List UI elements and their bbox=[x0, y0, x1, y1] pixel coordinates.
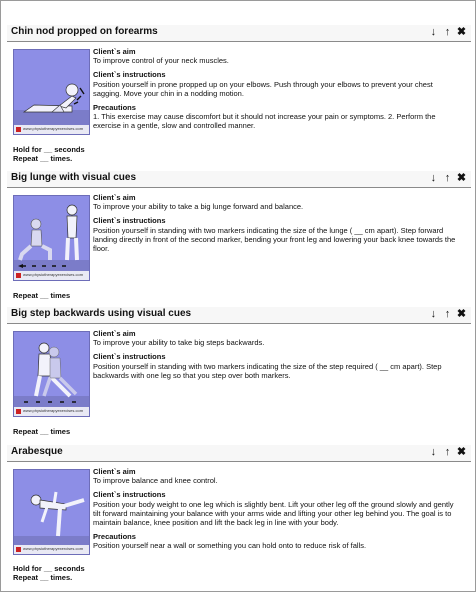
precautions-heading: Precautions bbox=[93, 103, 136, 113]
aim-text: To improve balance and knee control. bbox=[93, 476, 218, 486]
instructions-heading: Client`s instructions bbox=[93, 490, 166, 500]
exercise-details bbox=[93, 467, 461, 556]
exercise-header bbox=[7, 445, 471, 462]
image-footer bbox=[14, 545, 89, 554]
instructions-text: Position your body weight to one leg which is slightly bent. Lift your other leg off the ground slowly and gently tilt forward maintaining your balance with your arms wide and lifting your other leg behind you. The goal is to maintain balance, knee position and lift the back leg in line with your body. bbox=[93, 499, 454, 528]
exercise-controls bbox=[428, 25, 467, 38]
exercise-controls bbox=[428, 171, 467, 184]
step-backwards-figure bbox=[14, 332, 90, 417]
instructions-text: Position yourself in standing with two markers indicating the size of the step required ( __ cm apart). Step backwards with one leg so that you step over both markers. bbox=[93, 361, 442, 380]
aim-text: To improve your ability to take big steps backwards. bbox=[93, 338, 265, 348]
exercise-card-arabesque bbox=[7, 445, 471, 462]
instructions-heading: Client`s instructions bbox=[93, 70, 166, 80]
move-down-icon[interactable]: ↓ bbox=[430, 308, 437, 320]
remove-icon[interactable]: ✖ bbox=[456, 26, 467, 38]
repeat-instruction: Repeat __ times. bbox=[13, 573, 73, 582]
remove-icon[interactable]: ✖ bbox=[456, 446, 467, 458]
hold-instruction: Hold for __ seconds bbox=[13, 564, 85, 573]
exercise-details bbox=[93, 193, 461, 258]
move-down-icon[interactable]: ↓ bbox=[430, 446, 437, 458]
precautions-text: Position yourself near a wall or something you can hold onto to reduce risk of falls. bbox=[93, 541, 367, 551]
prone-chin-nod-figure bbox=[14, 50, 90, 135]
move-up-icon[interactable]: ↑ bbox=[444, 446, 451, 458]
exercise-details bbox=[93, 47, 461, 136]
precautions-heading: Precautions bbox=[93, 532, 136, 542]
watermark-text: www.physiotherapyexercises.com bbox=[23, 408, 84, 413]
move-up-icon[interactable]: ↑ bbox=[444, 26, 451, 38]
arabesque-figure bbox=[14, 470, 90, 555]
exercise-controls bbox=[428, 307, 467, 320]
image-footer bbox=[14, 271, 89, 280]
exercise-illustration bbox=[13, 49, 90, 135]
aim-heading: Client`s aim bbox=[93, 329, 136, 338]
exercise-header bbox=[7, 171, 471, 188]
aim-heading: Client`s aim bbox=[93, 193, 136, 202]
aim-heading: Client`s aim bbox=[93, 467, 136, 476]
exercise-header bbox=[7, 25, 471, 42]
exercise-title: Big step backwards using visual cues bbox=[11, 308, 192, 319]
repeat-instruction: Repeat __ times bbox=[13, 427, 71, 436]
exercise-details bbox=[93, 329, 461, 385]
instructions-text: Position yourself in prone propped up on your elbows. Push through your elbows to prevent your chest sagging. Move your chin in a nodding motion. bbox=[93, 79, 433, 98]
remove-icon[interactable]: ✖ bbox=[456, 172, 467, 184]
exercise-title: Arabesque bbox=[11, 446, 63, 457]
image-footer bbox=[14, 407, 89, 416]
move-down-icon[interactable]: ↓ bbox=[430, 172, 437, 184]
exercise-controls bbox=[428, 445, 467, 458]
hold-instruction: Hold for __ seconds bbox=[13, 145, 85, 154]
exercise-card-big-step-backwards bbox=[7, 307, 471, 324]
lunge-figure bbox=[14, 196, 90, 281]
exercise-illustration bbox=[13, 331, 90, 417]
exercise-illustration bbox=[13, 195, 90, 281]
watermark-text: www.physiotherapyexercises.com bbox=[23, 272, 84, 277]
image-footer bbox=[14, 125, 89, 134]
aim-text: To improve control of your neck muscles. bbox=[93, 56, 229, 66]
exercise-illustration bbox=[13, 469, 90, 555]
repeat-instruction: Repeat __ times. bbox=[13, 154, 73, 163]
exercise-card-big-lunge bbox=[7, 171, 471, 188]
repeat-instruction: Repeat __ times bbox=[13, 291, 71, 300]
aim-heading: Client`s aim bbox=[93, 47, 136, 56]
move-up-icon[interactable]: ↑ bbox=[444, 308, 451, 320]
watermark-text: www.physiotherapyexercises.com bbox=[23, 126, 84, 131]
instructions-text: Position yourself in standing with two markers indicating the size of the lunge ( __ cm apart). Step forward landing directly in front of the second marker, bending your front leg and lowering your back knee towards the floor. bbox=[93, 225, 456, 254]
instructions-heading: Client`s instructions bbox=[93, 216, 166, 226]
exercise-title: Big lunge with visual cues bbox=[11, 172, 137, 183]
move-down-icon[interactable]: ↓ bbox=[430, 26, 437, 38]
watermark-text: www.physiotherapyexercises.com bbox=[23, 546, 84, 551]
precautions-text: 1. This exercise may cause discomfort but it should not increase your pain or symptoms. 2. Perform the exercise in a gentle, slow and controlled manner. bbox=[93, 112, 436, 131]
exercise-header bbox=[7, 307, 471, 324]
aim-text: To improve your ability to take a big lunge forward and balance. bbox=[93, 202, 304, 212]
remove-icon[interactable]: ✖ bbox=[456, 308, 467, 320]
exercise-title: Chin nod propped on forearms bbox=[11, 26, 158, 37]
move-up-icon[interactable]: ↑ bbox=[444, 172, 451, 184]
exercise-card-chin-nod bbox=[7, 25, 471, 42]
instructions-heading: Client`s instructions bbox=[93, 352, 166, 362]
